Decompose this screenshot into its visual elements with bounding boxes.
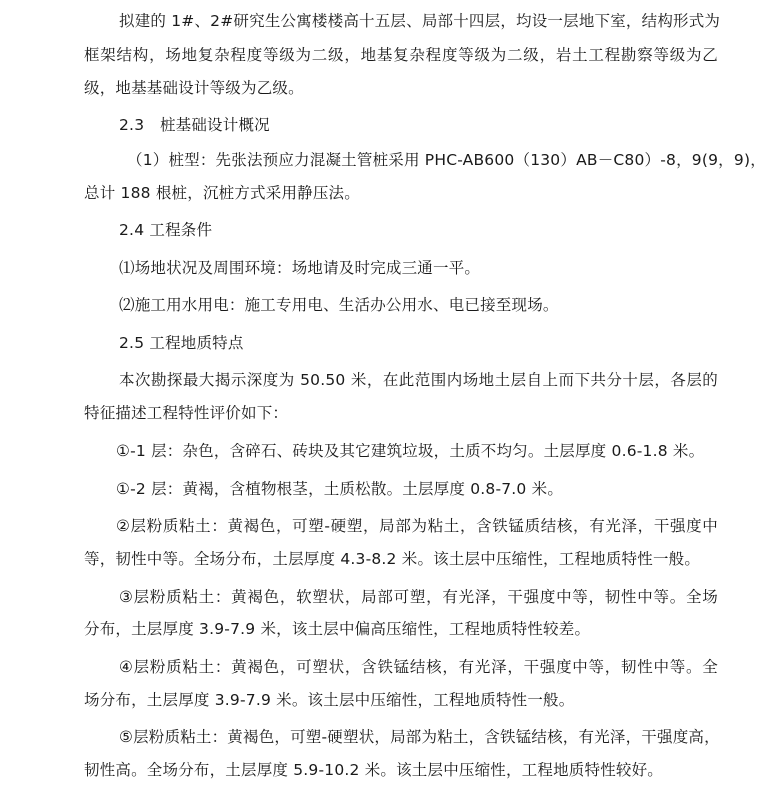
condition-utilities-line: ⑵施工用水用电：施工专用电、生活办公用水、电已接至现场。 bbox=[119, 296, 559, 314]
layer-4-line-1: ④层粉质粘土：黄褐色，可塑状，含铁锰结核，有光泽，干强度中等，韧性中等。全 bbox=[119, 658, 718, 676]
layer-4-line-2: 场分布，土层厚度 3.9-7.9 米。该土层中压缩性，工程地质特性一般。 bbox=[84, 691, 575, 709]
layer-5-line-2: 韧性高。全场分布，土层厚度 5.9-10.2 米。该土层中压缩性，工程地质特性较好。 bbox=[84, 761, 664, 779]
layer-2-line-2: 等，韧性中等。全场分布，土层厚度 4.3-8.2 米。该土层中压缩性，工程地质特性一般。 bbox=[84, 550, 701, 568]
layer-3-line-1: ③层粉质粘土：黄褐色，软塑状，局部可塑，有光泽，干强度中等，韧性中等。全场 bbox=[119, 588, 718, 606]
geology-intro-line-1: 本次勘探最大揭示深度为 50.50 米，在此范围内场地土层自上而下共分十层，各层的 bbox=[119, 371, 718, 389]
pile-type-line-2: 总计 188 根桩，沉桩方式采用静压法。 bbox=[84, 184, 360, 202]
section-heading-2-3: 2.3 桩基础设计概况 bbox=[119, 116, 270, 134]
intro-paragraph-line-1: 拟建的 1#、2#研究生公寓楼楼高十五层、局部十四层，均设一层地下室，结构形式为 bbox=[119, 12, 721, 30]
layer-2-line-1: ②层粉质粘土：黄褐色，可塑-硬塑，局部为粘土，含铁锰质结核，有光泽，干强度中 bbox=[116, 517, 718, 535]
layer-5-line-1: ⑤层粉质粘土：黄褐色，可塑-硬塑状，局部为粘土，含铁锰结核，有光泽，干强度高， bbox=[119, 728, 720, 746]
section-heading-2-5: 2.5 工程地质特点 bbox=[119, 334, 244, 352]
layer-3-line-2: 分布，土层厚度 3.9-7.9 米，该土层中偏高压缩性，工程地质特性较差。 bbox=[84, 620, 591, 638]
condition-site-line: ⑴场地状况及周围环境：场地请及时完成三通一平。 bbox=[119, 259, 481, 277]
intro-paragraph-line-2: 框架结构，场地复杂程度等级为二级，地基复杂程度等级为二级，岩土工程勘察等级为乙 bbox=[84, 46, 718, 64]
layer-1-2-line: ①-2 层：黄褐，含植物根茎，土质松散。土层厚度 0.8-7.0 米。 bbox=[116, 480, 564, 498]
pile-type-line-1: （1）桩型：先张法预应力混凝土管桩采用 PHC-AB600（130）AB－C80）-8，9(9，9)， bbox=[127, 151, 766, 169]
layer-1-1-line: ①-1 层：杂色，含碎石、砖块及其它建筑垃圾，土质不均匀。土层厚度 0.6-1.8 米。 bbox=[116, 442, 705, 460]
section-heading-2-4: 2.4 工程条件 bbox=[119, 221, 213, 239]
geology-intro-line-2: 特征描述工程特性评价如下： bbox=[84, 404, 289, 422]
intro-paragraph-line-3: 级，地基基础设计等级为乙级。 bbox=[84, 79, 304, 97]
